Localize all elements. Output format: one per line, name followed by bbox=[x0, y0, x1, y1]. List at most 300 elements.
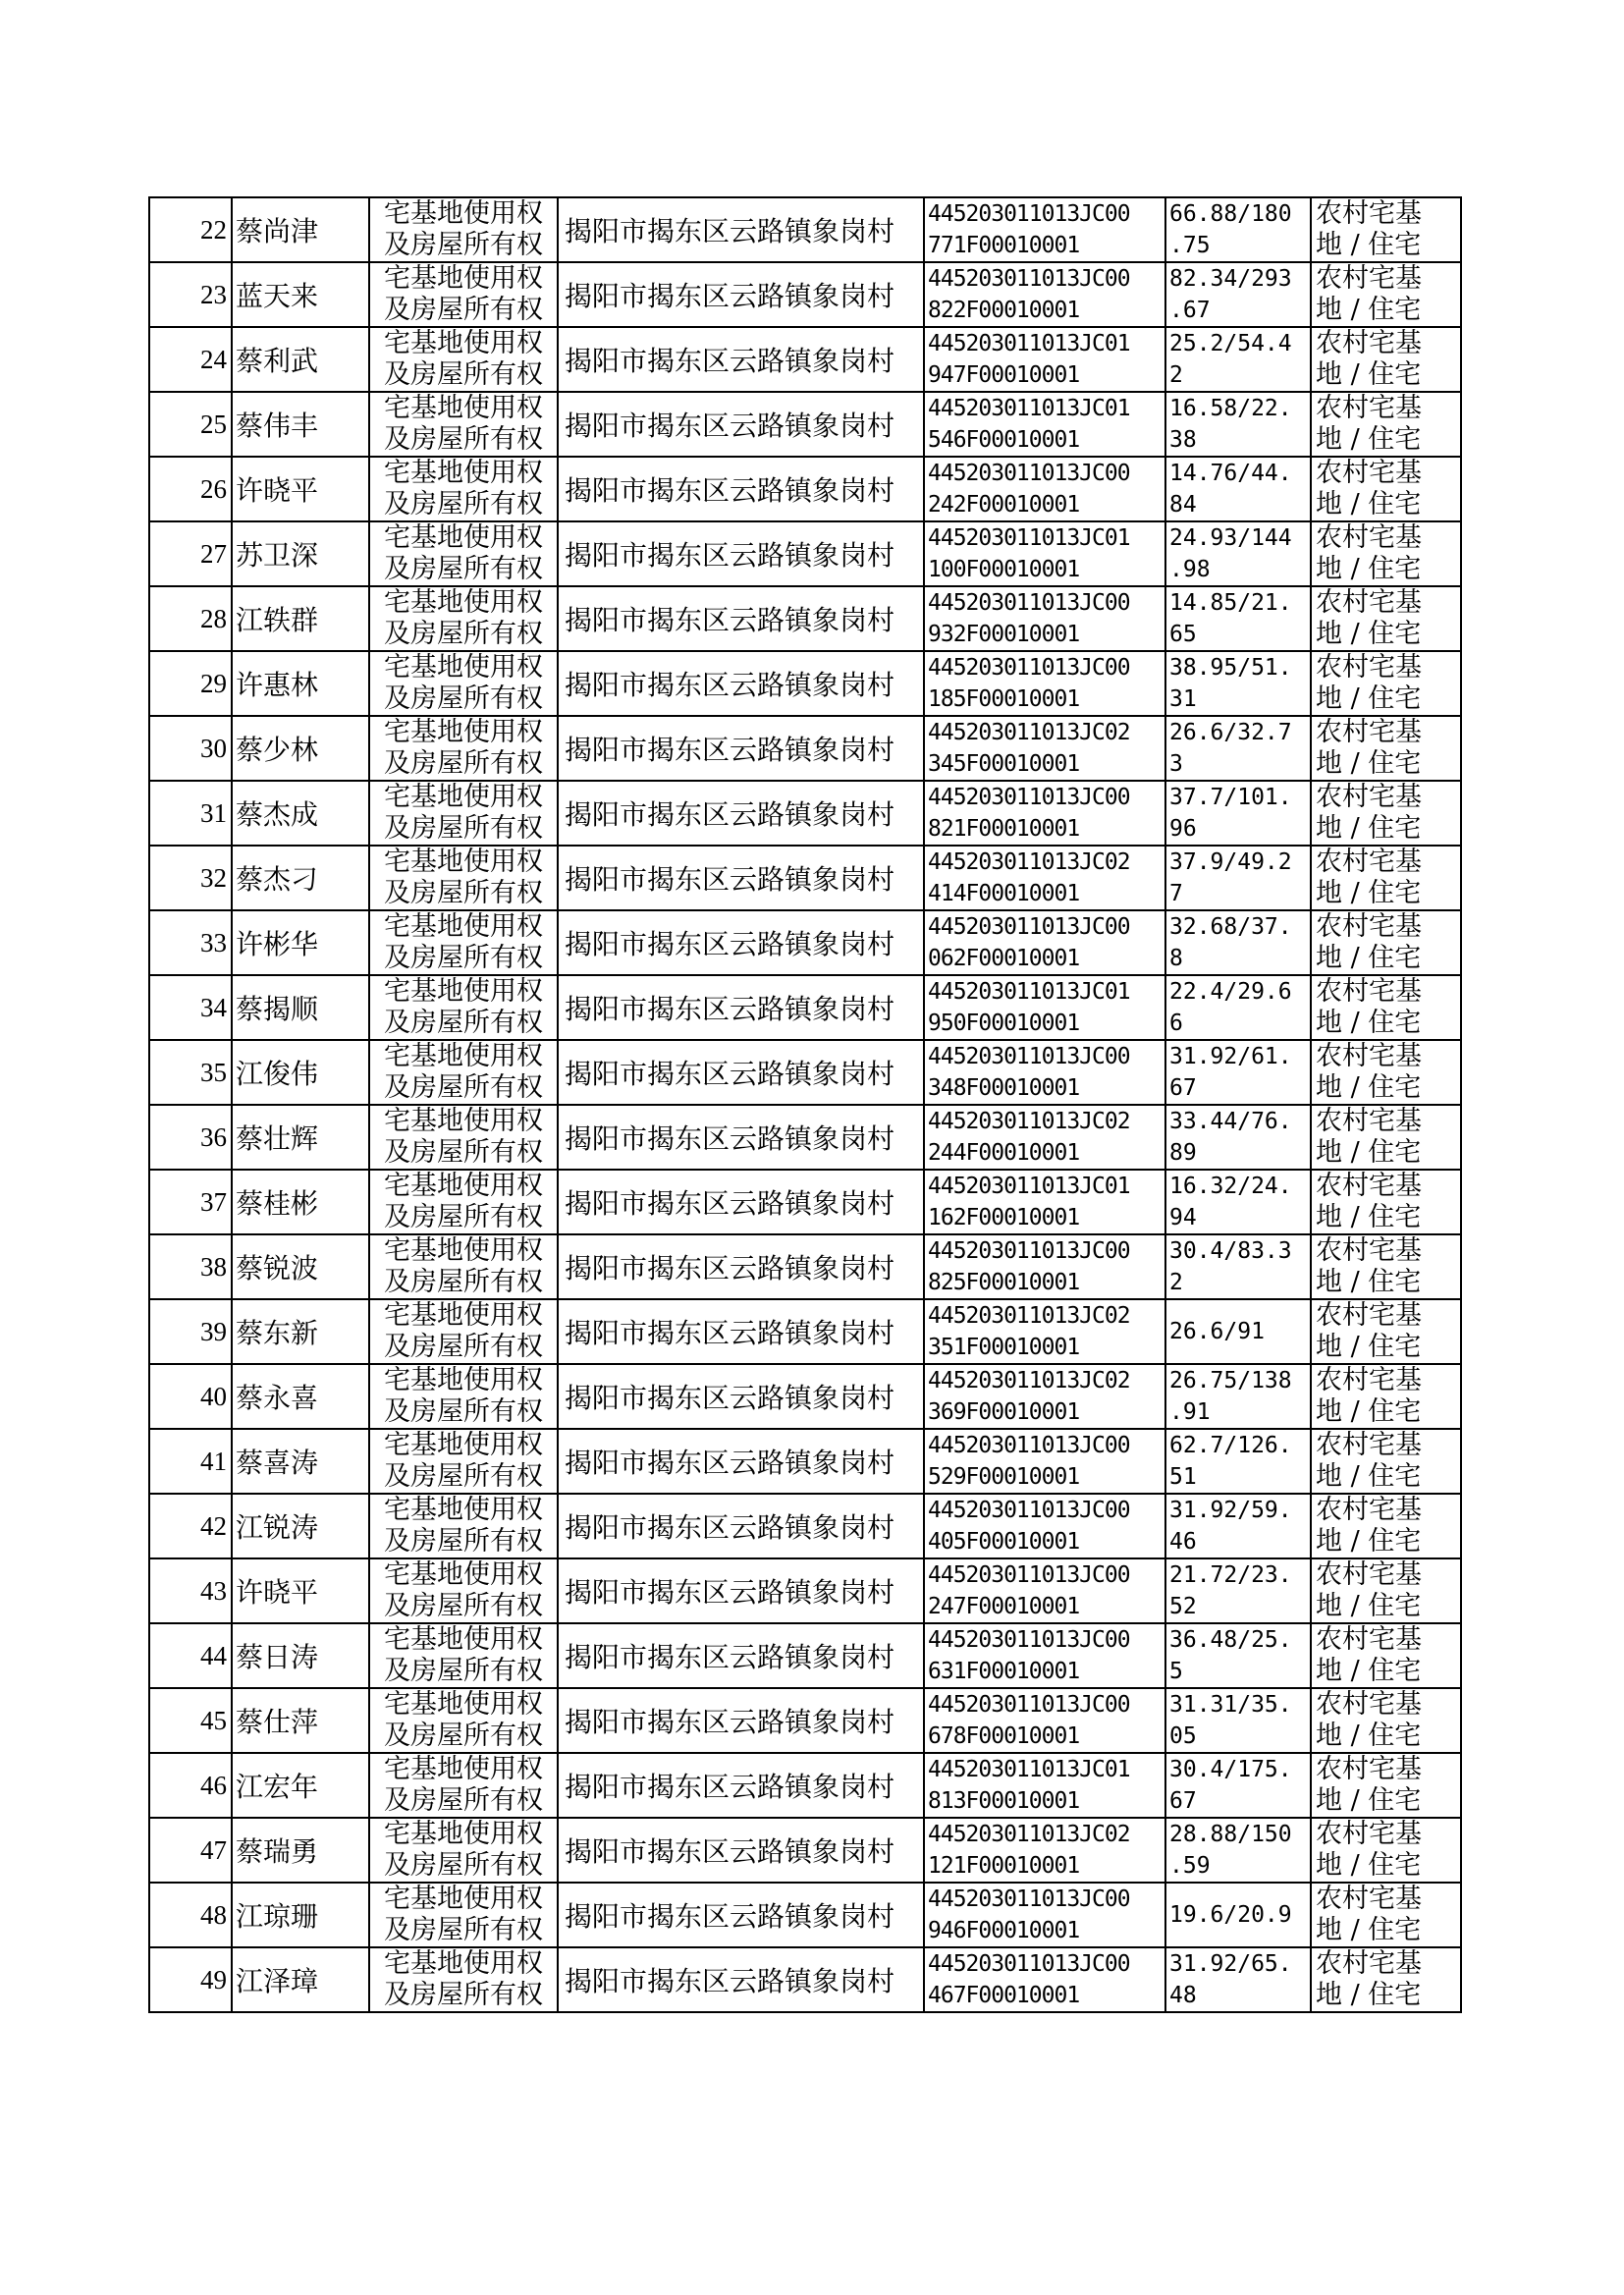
right-type-line: 宅基地使用权 bbox=[384, 1300, 543, 1331]
right-type bbox=[369, 1429, 558, 1494]
area-value bbox=[1165, 327, 1311, 392]
owner-name: 蓝天来 bbox=[232, 262, 369, 327]
land-use-line: 农村宅基 bbox=[1316, 263, 1422, 294]
right-type-line: 及房屋所有权 bbox=[384, 1137, 543, 1168]
land-use bbox=[1311, 1753, 1461, 1818]
land-use bbox=[1311, 1883, 1461, 1947]
land-use-line: 农村宅基 bbox=[1316, 1430, 1422, 1460]
land-use-line: 农村宅基 bbox=[1316, 198, 1422, 229]
unit-code-line: 162F00010001 bbox=[928, 1205, 1080, 1230]
land-use-line: 地 / 住宅 bbox=[1316, 1072, 1422, 1103]
land-use-line: 地 / 住宅 bbox=[1316, 943, 1422, 973]
unit-code-line: 950F00010001 bbox=[928, 1011, 1080, 1036]
location: 揭阳市揭东区云路镇象岗村 bbox=[558, 457, 924, 521]
land-use-line: 地 / 住宅 bbox=[1316, 1980, 1422, 2010]
area-value bbox=[1165, 1623, 1311, 1688]
right-type-line: 宅基地使用权 bbox=[384, 652, 543, 683]
land-use bbox=[1311, 975, 1461, 1040]
unit-code bbox=[924, 262, 1165, 327]
right-type bbox=[369, 1234, 558, 1299]
land-use-line: 地 / 住宅 bbox=[1316, 619, 1422, 649]
unit-code bbox=[924, 651, 1165, 716]
owner-name: 蔡永喜 bbox=[232, 1364, 369, 1429]
unit-code-line: 529F00010001 bbox=[928, 1464, 1080, 1490]
unit-code-line: 351F00010001 bbox=[928, 1335, 1080, 1360]
unit-code bbox=[924, 521, 1165, 586]
right-type bbox=[369, 457, 558, 521]
land-use-line: 地 / 住宅 bbox=[1316, 1137, 1422, 1168]
area-value-line: 82.34/293 bbox=[1169, 266, 1292, 292]
table-row bbox=[149, 586, 1461, 651]
land-use-line: 农村宅基 bbox=[1316, 1754, 1422, 1784]
unit-code bbox=[924, 1688, 1165, 1753]
land-use bbox=[1311, 1494, 1461, 1558]
right-type bbox=[369, 521, 558, 586]
location: 揭阳市揭东区云路镇象岗村 bbox=[558, 586, 924, 651]
row-number: 26 bbox=[149, 457, 232, 521]
unit-code-line: 445203011013JC01 bbox=[928, 979, 1130, 1005]
unit-code-line: 369F00010001 bbox=[928, 1399, 1080, 1425]
right-type-line: 宅基地使用权 bbox=[384, 782, 543, 812]
land-use-line: 地 / 住宅 bbox=[1316, 1396, 1422, 1427]
area-value-line: 7 bbox=[1169, 881, 1183, 906]
table-row bbox=[149, 975, 1461, 1040]
unit-code-line: 345F00010001 bbox=[928, 751, 1080, 777]
right-type bbox=[369, 1753, 558, 1818]
unit-code bbox=[924, 1234, 1165, 1299]
row-number: 29 bbox=[149, 651, 232, 716]
table-row bbox=[149, 1234, 1461, 1299]
right-type-line: 宅基地使用权 bbox=[384, 1819, 543, 1849]
right-type bbox=[369, 1170, 558, 1234]
area-value-line: 26.75/138 bbox=[1169, 1368, 1292, 1393]
unit-code-line: 445203011013JC00 bbox=[928, 655, 1130, 681]
land-use bbox=[1311, 457, 1461, 521]
table-row bbox=[149, 846, 1461, 910]
owner-name: 蔡喜涛 bbox=[232, 1429, 369, 1494]
row-number: 34 bbox=[149, 975, 232, 1040]
area-value-line: .91 bbox=[1169, 1399, 1211, 1425]
land-use-line: 农村宅基 bbox=[1316, 1106, 1422, 1136]
unit-code-line: 821F00010001 bbox=[928, 816, 1080, 842]
area-value bbox=[1165, 1429, 1311, 1494]
unit-code bbox=[924, 716, 1165, 781]
land-use-line: 农村宅基 bbox=[1316, 587, 1422, 618]
row-number: 36 bbox=[149, 1105, 232, 1170]
area-value bbox=[1165, 197, 1311, 262]
row-number: 44 bbox=[149, 1623, 232, 1688]
land-use bbox=[1311, 392, 1461, 457]
area-value-line: 5 bbox=[1169, 1659, 1183, 1684]
land-use bbox=[1311, 1299, 1461, 1364]
land-use-line: 农村宅基 bbox=[1316, 1495, 1422, 1525]
right-type bbox=[369, 262, 558, 327]
area-value-line: 14.76/44. bbox=[1169, 461, 1292, 486]
land-use-line: 农村宅基 bbox=[1316, 1689, 1422, 1720]
land-use-line: 地 / 住宅 bbox=[1316, 878, 1422, 908]
land-use-line: 农村宅基 bbox=[1316, 911, 1422, 942]
right-type bbox=[369, 586, 558, 651]
location: 揭阳市揭东区云路镇象岗村 bbox=[558, 1947, 924, 2012]
right-type bbox=[369, 1299, 558, 1364]
unit-code-line: 445203011013JC02 bbox=[928, 1368, 1130, 1393]
area-value bbox=[1165, 1299, 1311, 1364]
land-use bbox=[1311, 1688, 1461, 1753]
unit-code-line: 445203011013JC00 bbox=[928, 1044, 1130, 1069]
area-value bbox=[1165, 1818, 1311, 1883]
unit-code bbox=[924, 1299, 1165, 1364]
area-value-line: 65 bbox=[1169, 622, 1197, 647]
area-value bbox=[1165, 846, 1311, 910]
area-value bbox=[1165, 1558, 1311, 1623]
land-use-line: 农村宅基 bbox=[1316, 1884, 1422, 1914]
area-value bbox=[1165, 975, 1311, 1040]
unit-code-line: 546F00010001 bbox=[928, 427, 1080, 453]
location: 揭阳市揭东区云路镇象岗村 bbox=[558, 262, 924, 327]
right-type bbox=[369, 1040, 558, 1105]
right-type-line: 宅基地使用权 bbox=[384, 587, 543, 618]
unit-code bbox=[924, 975, 1165, 1040]
right-type-line: 宅基地使用权 bbox=[384, 1430, 543, 1460]
right-type-line: 宅基地使用权 bbox=[384, 717, 543, 747]
area-value-line: 67 bbox=[1169, 1075, 1197, 1101]
area-value bbox=[1165, 262, 1311, 327]
right-type-line: 宅基地使用权 bbox=[384, 1689, 543, 1720]
owner-name: 江锐涛 bbox=[232, 1494, 369, 1558]
unit-code bbox=[924, 1753, 1165, 1818]
area-value-line: 37.9/49.2 bbox=[1169, 849, 1292, 875]
table-row bbox=[149, 716, 1461, 781]
right-type-line: 及房屋所有权 bbox=[384, 683, 543, 714]
right-type bbox=[369, 392, 558, 457]
owner-name: 蔡尚津 bbox=[232, 197, 369, 262]
area-value-line: 22.4/29.6 bbox=[1169, 979, 1292, 1005]
area-value-line: 14.85/21. bbox=[1169, 590, 1292, 616]
unit-code-line: 445203011013JC00 bbox=[928, 201, 1130, 227]
right-type-line: 及房屋所有权 bbox=[384, 1396, 543, 1427]
registry-table-body bbox=[149, 197, 1461, 2012]
area-value bbox=[1165, 1040, 1311, 1105]
row-number: 39 bbox=[149, 1299, 232, 1364]
unit-code-line: 445203011013JC02 bbox=[928, 849, 1130, 875]
location: 揭阳市揭东区云路镇象岗村 bbox=[558, 651, 924, 716]
land-use-line: 农村宅基 bbox=[1316, 458, 1422, 488]
right-type-line: 宅基地使用权 bbox=[384, 976, 543, 1007]
area-value bbox=[1165, 651, 1311, 716]
owner-name: 蔡日涛 bbox=[232, 1623, 369, 1688]
area-value-line: 62.7/126. bbox=[1169, 1433, 1292, 1458]
land-use-line: 地 / 住宅 bbox=[1316, 295, 1422, 325]
row-number: 35 bbox=[149, 1040, 232, 1105]
owner-name: 蔡仕萍 bbox=[232, 1688, 369, 1753]
owner-name: 蔡利武 bbox=[232, 327, 369, 392]
table-row bbox=[149, 1558, 1461, 1623]
right-type-line: 及房屋所有权 bbox=[384, 1461, 543, 1492]
location: 揭阳市揭东区云路镇象岗村 bbox=[558, 1299, 924, 1364]
table-row bbox=[149, 1753, 1461, 1818]
table-row bbox=[149, 327, 1461, 392]
right-type-line: 宅基地使用权 bbox=[384, 1948, 543, 1979]
location: 揭阳市揭东区云路镇象岗村 bbox=[558, 521, 924, 586]
owner-name: 蔡锐波 bbox=[232, 1234, 369, 1299]
area-value-line: 25.2/54.4 bbox=[1169, 331, 1292, 356]
unit-code bbox=[924, 1429, 1165, 1494]
right-type-line: 及房屋所有权 bbox=[384, 489, 543, 519]
right-type bbox=[369, 197, 558, 262]
area-value-line: 05 bbox=[1169, 1723, 1197, 1749]
unit-code-line: 467F00010001 bbox=[928, 1983, 1080, 2008]
table-row bbox=[149, 392, 1461, 457]
land-use-line: 农村宅基 bbox=[1316, 1041, 1422, 1071]
land-use-line: 地 / 住宅 bbox=[1316, 1591, 1422, 1621]
land-use-line: 地 / 住宅 bbox=[1316, 813, 1422, 844]
right-type-line: 及房屋所有权 bbox=[384, 1008, 543, 1038]
area-value-line: 84 bbox=[1169, 492, 1197, 518]
location: 揭阳市揭东区云路镇象岗村 bbox=[558, 1364, 924, 1429]
table-row bbox=[149, 1947, 1461, 2012]
land-use-line: 地 / 住宅 bbox=[1316, 1202, 1422, 1232]
right-type-line: 宅基地使用权 bbox=[384, 911, 543, 942]
area-value-line: .59 bbox=[1169, 1853, 1211, 1879]
area-value-line: 3 bbox=[1169, 751, 1183, 777]
land-use-line: 农村宅基 bbox=[1316, 1819, 1422, 1849]
owner-name: 许彬华 bbox=[232, 910, 369, 975]
area-value-line: 36.48/25. bbox=[1169, 1627, 1292, 1653]
area-value-line: 67 bbox=[1169, 1788, 1197, 1814]
location: 揭阳市揭东区云路镇象岗村 bbox=[558, 846, 924, 910]
unit-code-line: 445203011013JC00 bbox=[928, 1433, 1130, 1458]
right-type bbox=[369, 1105, 558, 1170]
owner-name: 蔡瑞勇 bbox=[232, 1818, 369, 1883]
location: 揭阳市揭东区云路镇象岗村 bbox=[558, 910, 924, 975]
table-row bbox=[149, 521, 1461, 586]
area-value-line: 31.31/35. bbox=[1169, 1692, 1292, 1718]
area-value-line: 31.92/65. bbox=[1169, 1951, 1292, 1977]
unit-code bbox=[924, 1818, 1165, 1883]
land-use-line: 地 / 住宅 bbox=[1316, 230, 1422, 260]
unit-code-line: 405F00010001 bbox=[928, 1529, 1080, 1555]
right-type bbox=[369, 781, 558, 846]
unit-code bbox=[924, 846, 1165, 910]
land-use-line: 地 / 住宅 bbox=[1316, 1850, 1422, 1881]
land-use-line: 地 / 住宅 bbox=[1316, 489, 1422, 519]
table-row bbox=[149, 651, 1461, 716]
unit-code bbox=[924, 1947, 1165, 2012]
unit-code-line: 947F00010001 bbox=[928, 362, 1080, 388]
unit-code-line: 445203011013JC01 bbox=[928, 1757, 1130, 1782]
unit-code-line: 185F00010001 bbox=[928, 686, 1080, 712]
land-use bbox=[1311, 1170, 1461, 1234]
table-row bbox=[149, 1688, 1461, 1753]
right-type bbox=[369, 1623, 558, 1688]
unit-code bbox=[924, 1623, 1165, 1688]
right-type-line: 宅基地使用权 bbox=[384, 1365, 543, 1395]
area-value bbox=[1165, 1170, 1311, 1234]
unit-code bbox=[924, 1105, 1165, 1170]
row-number: 33 bbox=[149, 910, 232, 975]
right-type bbox=[369, 1818, 558, 1883]
land-use-line: 地 / 住宅 bbox=[1316, 424, 1422, 455]
owner-name: 蔡东新 bbox=[232, 1299, 369, 1364]
right-type-line: 宅基地使用权 bbox=[384, 198, 543, 229]
area-value bbox=[1165, 521, 1311, 586]
location: 揭阳市揭东区云路镇象岗村 bbox=[558, 1558, 924, 1623]
land-use-line: 农村宅基 bbox=[1316, 782, 1422, 812]
area-value-line: 8 bbox=[1169, 946, 1183, 971]
right-type bbox=[369, 327, 558, 392]
unit-code bbox=[924, 1170, 1165, 1234]
land-use bbox=[1311, 716, 1461, 781]
right-type-line: 及房屋所有权 bbox=[384, 1980, 543, 2010]
right-type-line: 及房屋所有权 bbox=[384, 1915, 543, 1945]
row-number: 31 bbox=[149, 781, 232, 846]
owner-name: 蔡壮辉 bbox=[232, 1105, 369, 1170]
right-type-line: 宅基地使用权 bbox=[384, 1495, 543, 1525]
area-value bbox=[1165, 1105, 1311, 1170]
unit-code bbox=[924, 1040, 1165, 1105]
location: 揭阳市揭东区云路镇象岗村 bbox=[558, 327, 924, 392]
land-use bbox=[1311, 586, 1461, 651]
table-row bbox=[149, 1623, 1461, 1688]
row-number: 40 bbox=[149, 1364, 232, 1429]
land-use bbox=[1311, 1105, 1461, 1170]
right-type-line: 及房屋所有权 bbox=[384, 813, 543, 844]
table-row bbox=[149, 1429, 1461, 1494]
area-value-line: 51 bbox=[1169, 1464, 1197, 1490]
right-type-line: 宅基地使用权 bbox=[384, 458, 543, 488]
land-use bbox=[1311, 1623, 1461, 1688]
unit-code-line: 244F00010001 bbox=[928, 1140, 1080, 1166]
land-use bbox=[1311, 1234, 1461, 1299]
location: 揭阳市揭东区云路镇象岗村 bbox=[558, 1170, 924, 1234]
table-row bbox=[149, 910, 1461, 975]
owner-name: 许晓平 bbox=[232, 457, 369, 521]
unit-code-line: 445203011013JC01 bbox=[928, 396, 1130, 421]
right-type-line: 及房屋所有权 bbox=[384, 1202, 543, 1232]
land-use-line: 农村宅基 bbox=[1316, 522, 1422, 553]
land-use-line: 地 / 住宅 bbox=[1316, 1785, 1422, 1816]
row-number: 45 bbox=[149, 1688, 232, 1753]
right-type bbox=[369, 651, 558, 716]
land-use-line: 地 / 住宅 bbox=[1316, 748, 1422, 779]
right-type-line: 及房屋所有权 bbox=[384, 1785, 543, 1816]
land-use bbox=[1311, 910, 1461, 975]
unit-code-line: 822F00010001 bbox=[928, 298, 1080, 323]
unit-code-line: 445203011013JC00 bbox=[928, 461, 1130, 486]
unit-code bbox=[924, 1494, 1165, 1558]
area-value-line: 30.4/83.3 bbox=[1169, 1238, 1292, 1264]
owner-name: 江轶群 bbox=[232, 586, 369, 651]
right-type-line: 及房屋所有权 bbox=[384, 943, 543, 973]
unit-code-line: 825F00010001 bbox=[928, 1270, 1080, 1295]
area-value-line: 19.6/20.9 bbox=[1169, 1902, 1292, 1928]
location: 揭阳市揭东区云路镇象岗村 bbox=[558, 1040, 924, 1105]
location: 揭阳市揭东区云路镇象岗村 bbox=[558, 781, 924, 846]
location: 揭阳市揭东区云路镇象岗村 bbox=[558, 197, 924, 262]
land-use-line: 地 / 住宅 bbox=[1316, 1656, 1422, 1686]
unit-code bbox=[924, 197, 1165, 262]
unit-code-line: 445203011013JC00 bbox=[928, 590, 1130, 616]
row-number: 41 bbox=[149, 1429, 232, 1494]
land-use-line: 地 / 住宅 bbox=[1316, 1721, 1422, 1751]
unit-code-line: 771F00010001 bbox=[928, 233, 1080, 258]
right-type-line: 宅基地使用权 bbox=[384, 1106, 543, 1136]
unit-code-line: 445203011013JC01 bbox=[928, 331, 1130, 356]
right-type-line: 及房屋所有权 bbox=[384, 619, 543, 649]
land-use-line: 地 / 住宅 bbox=[1316, 359, 1422, 390]
right-type bbox=[369, 910, 558, 975]
area-value-line: 96 bbox=[1169, 816, 1197, 842]
land-use-line: 地 / 住宅 bbox=[1316, 1526, 1422, 1557]
row-number: 49 bbox=[149, 1947, 232, 2012]
area-value bbox=[1165, 392, 1311, 457]
area-value-line: 94 bbox=[1169, 1205, 1197, 1230]
right-type bbox=[369, 1688, 558, 1753]
unit-code bbox=[924, 910, 1165, 975]
area-value-line: .98 bbox=[1169, 557, 1211, 582]
owner-name: 蔡杰成 bbox=[232, 781, 369, 846]
owner-name: 江俊伟 bbox=[232, 1040, 369, 1105]
right-type-line: 及房屋所有权 bbox=[384, 1332, 543, 1362]
area-value-line: 26.6/32.7 bbox=[1169, 720, 1292, 745]
area-value-line: 30.4/175. bbox=[1169, 1757, 1292, 1782]
unit-code-line: 445203011013JC00 bbox=[928, 1498, 1130, 1523]
location: 揭阳市揭东区云路镇象岗村 bbox=[558, 1429, 924, 1494]
owner-name: 苏卫深 bbox=[232, 521, 369, 586]
unit-code-line: 445203011013JC02 bbox=[928, 1822, 1130, 1847]
unit-code-line: 445203011013JC00 bbox=[928, 1886, 1130, 1912]
area-value bbox=[1165, 1364, 1311, 1429]
land-use-line: 地 / 住宅 bbox=[1316, 1461, 1422, 1492]
row-number: 32 bbox=[149, 846, 232, 910]
right-type-line: 及房屋所有权 bbox=[384, 359, 543, 390]
owner-name: 江宏年 bbox=[232, 1753, 369, 1818]
right-type-line: 及房屋所有权 bbox=[384, 1656, 543, 1686]
row-number: 27 bbox=[149, 521, 232, 586]
table-row bbox=[149, 262, 1461, 327]
right-type-line: 及房屋所有权 bbox=[384, 554, 543, 584]
owner-name: 蔡伟丰 bbox=[232, 392, 369, 457]
area-value-line: 37.7/101. bbox=[1169, 785, 1292, 810]
area-value bbox=[1165, 457, 1311, 521]
unit-code-line: 445203011013JC01 bbox=[928, 1174, 1130, 1199]
right-type bbox=[369, 975, 558, 1040]
area-value-line: 38 bbox=[1169, 427, 1197, 453]
right-type-line: 宅基地使用权 bbox=[384, 1559, 543, 1590]
land-use-line: 农村宅基 bbox=[1316, 1235, 1422, 1266]
location: 揭阳市揭东区云路镇象岗村 bbox=[558, 716, 924, 781]
unit-code-line: 445203011013JC00 bbox=[928, 1562, 1130, 1588]
table-row bbox=[149, 1040, 1461, 1105]
land-use-line: 农村宅基 bbox=[1316, 393, 1422, 423]
table-row bbox=[149, 1883, 1461, 1947]
unit-code-line: 348F00010001 bbox=[928, 1075, 1080, 1101]
unit-code-line: 445203011013JC00 bbox=[928, 1692, 1130, 1718]
table-row bbox=[149, 1170, 1461, 1234]
land-use-line: 地 / 住宅 bbox=[1316, 1915, 1422, 1945]
area-value bbox=[1165, 1753, 1311, 1818]
table-row bbox=[149, 1299, 1461, 1364]
land-use-line: 农村宅基 bbox=[1316, 652, 1422, 683]
unit-code bbox=[924, 1883, 1165, 1947]
area-value-line: 52 bbox=[1169, 1594, 1197, 1619]
unit-code bbox=[924, 327, 1165, 392]
row-number: 28 bbox=[149, 586, 232, 651]
unit-code bbox=[924, 781, 1165, 846]
land-use bbox=[1311, 262, 1461, 327]
row-number: 24 bbox=[149, 327, 232, 392]
table-row bbox=[149, 1494, 1461, 1558]
